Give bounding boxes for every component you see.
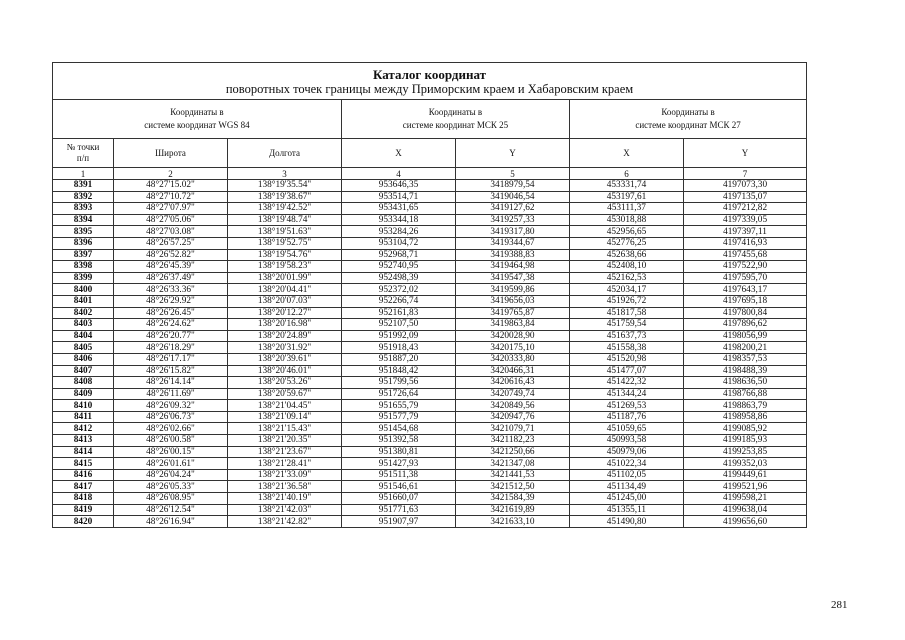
point-number-cell: 8402: [53, 307, 114, 319]
table-row: [53, 504, 807, 516]
table-row: [53, 342, 807, 354]
longitude-cell: 138°20'01.99": [228, 272, 342, 284]
latitude-cell: 48°26'45.39": [114, 261, 228, 273]
table-row: [53, 249, 807, 261]
x-msk27-cell: 450979,06: [570, 446, 684, 458]
longitude-cell: 138°21'20.35": [228, 435, 342, 447]
point-number-cell: 8420: [53, 516, 114, 528]
latitude-cell: 48°26'57.25": [114, 237, 228, 249]
table-row: [53, 353, 807, 365]
y-msk25-cell: 3421347,08: [456, 458, 570, 470]
x-msk27-cell: 451477,07: [570, 365, 684, 377]
table-row: [53, 400, 807, 412]
point-number-cell: 8398: [53, 261, 114, 273]
table-row: [53, 377, 807, 389]
y-msk25-cell: 3418979,54: [456, 180, 570, 192]
col-x-msk27: X: [570, 139, 684, 168]
y-msk27-cell: 4199449,61: [684, 469, 807, 481]
latitude-cell: 48°27'10.72": [114, 191, 228, 203]
longitude-cell: 138°21'15.43": [228, 423, 342, 435]
page-number: 281: [831, 599, 848, 611]
y-msk27-cell: 4197643,17: [684, 284, 807, 296]
latitude-cell: 48°26'17.17": [114, 353, 228, 365]
x-msk27-cell: 451355,11: [570, 504, 684, 516]
y-msk25-cell: 3419046,54: [456, 191, 570, 203]
y-msk27-cell: 4198488,39: [684, 365, 807, 377]
table-row: [53, 284, 807, 296]
x-msk27-cell: 450993,58: [570, 435, 684, 447]
x-msk27-cell: 451490,80: [570, 516, 684, 528]
longitude-cell: 138°20'12.27": [228, 307, 342, 319]
x-msk25-cell: 951726,64: [342, 388, 456, 400]
x-msk25-cell: 953431,65: [342, 203, 456, 215]
y-msk25-cell: 3421633,10: [456, 516, 570, 528]
x-msk25-cell: 953646,35: [342, 180, 456, 192]
longitude-cell: 138°20'16.98": [228, 319, 342, 331]
y-msk25-cell: 3421441,53: [456, 469, 570, 481]
y-msk25-cell: 3421584,39: [456, 493, 570, 505]
point-number-cell: 8418: [53, 493, 114, 505]
y-msk27-cell: 4197595,70: [684, 272, 807, 284]
table-row: [53, 458, 807, 470]
longitude-cell: 138°19'48.74": [228, 214, 342, 226]
latitude-cell: 48°26'12.54": [114, 504, 228, 516]
x-msk27-cell: 452956,65: [570, 226, 684, 238]
table-row: [53, 469, 807, 481]
x-msk25-cell: 952161,83: [342, 307, 456, 319]
col-point-number: [53, 139, 114, 168]
table-row: [53, 226, 807, 238]
col-index: 6: [570, 168, 684, 180]
table-row: [53, 214, 807, 226]
x-msk25-cell: 951546,61: [342, 481, 456, 493]
latitude-cell: 48°26'24.62": [114, 319, 228, 331]
y-msk25-cell: 3419257,33: [456, 214, 570, 226]
system-name: системе координат WGS 84: [144, 120, 250, 130]
point-number-cell: 8415: [53, 458, 114, 470]
coordinate-catalog: [52, 62, 806, 528]
x-msk25-cell: 953104,72: [342, 237, 456, 249]
point-number-cell: 8413: [53, 435, 114, 447]
point-number-cell: 8401: [53, 295, 114, 307]
latitude-cell: 48°26'26.45": [114, 307, 228, 319]
x-msk27-cell: 451520,98: [570, 353, 684, 365]
x-msk27-cell: 451269,53: [570, 400, 684, 412]
x-msk25-cell: 951887,20: [342, 353, 456, 365]
longitude-cell: 138°20'07.03": [228, 295, 342, 307]
y-msk27-cell: 4199598,21: [684, 493, 807, 505]
y-msk25-cell: 3420028,90: [456, 330, 570, 342]
table-row: [53, 446, 807, 458]
y-msk25-cell: 3421182,23: [456, 435, 570, 447]
system-msk25-header: [342, 100, 570, 139]
y-msk25-cell: 3421512,50: [456, 481, 570, 493]
point-number-cell: 8419: [53, 504, 114, 516]
y-msk25-cell: 3419863,84: [456, 319, 570, 331]
x-msk25-cell: 951907,97: [342, 516, 456, 528]
y-msk27-cell: 4199656,60: [684, 516, 807, 528]
longitude-cell: 138°21'40.19": [228, 493, 342, 505]
point-number-cell: 8392: [53, 191, 114, 203]
x-msk27-cell: 451022,34: [570, 458, 684, 470]
table-row: [53, 388, 807, 400]
system-label: Координаты в: [428, 107, 483, 117]
x-msk27-cell: 451102,05: [570, 469, 684, 481]
latitude-cell: 48°26'02.66": [114, 423, 228, 435]
y-msk25-cell: 3420947,76: [456, 411, 570, 423]
y-msk27-cell: 4198056,99: [684, 330, 807, 342]
col-x-msk25: X: [342, 139, 456, 168]
x-msk25-cell: 951848,42: [342, 365, 456, 377]
y-msk25-cell: 3419344,67: [456, 237, 570, 249]
table-row: [53, 516, 807, 528]
catalog-title: Каталог координат: [373, 67, 487, 82]
x-msk25-cell: 951799,56: [342, 377, 456, 389]
x-msk27-cell: 451759,54: [570, 319, 684, 331]
y-msk25-cell: 3420849,56: [456, 400, 570, 412]
y-msk27-cell: 4197339,05: [684, 214, 807, 226]
table-row: [53, 307, 807, 319]
col-y-msk27: Y: [684, 139, 807, 168]
col-index: 3: [228, 168, 342, 180]
y-msk27-cell: 4197695,18: [684, 295, 807, 307]
longitude-cell: 138°19'42.52": [228, 203, 342, 215]
x-msk25-cell: 951454,68: [342, 423, 456, 435]
point-number-cell: 8406: [53, 353, 114, 365]
y-msk27-cell: 4199085,92: [684, 423, 807, 435]
y-msk25-cell: 3420749,74: [456, 388, 570, 400]
x-msk25-cell: 951771,63: [342, 504, 456, 516]
longitude-cell: 138°20'39.61": [228, 353, 342, 365]
point-number-cell: 8396: [53, 237, 114, 249]
y-msk27-cell: 4198357,53: [684, 353, 807, 365]
y-msk25-cell: 3421619,89: [456, 504, 570, 516]
y-msk27-cell: 4197416,93: [684, 237, 807, 249]
table-row: [53, 295, 807, 307]
longitude-cell: 138°20'59.67": [228, 388, 342, 400]
x-msk25-cell: 952372,02: [342, 284, 456, 296]
y-msk27-cell: 4197522,90: [684, 261, 807, 273]
latitude-cell: 48°26'37.49": [114, 272, 228, 284]
column-header-row: [53, 139, 807, 168]
latitude-cell: 48°26'20.77": [114, 330, 228, 342]
point-number-cell: 8391: [53, 180, 114, 192]
y-msk27-cell: 4198636,50: [684, 377, 807, 389]
column-index-row: [53, 168, 807, 180]
table-row: [53, 261, 807, 273]
x-msk25-cell: 951392,58: [342, 435, 456, 447]
x-msk27-cell: 452638,66: [570, 249, 684, 261]
y-msk27-cell: 4199253,85: [684, 446, 807, 458]
x-msk27-cell: 451422,32: [570, 377, 684, 389]
y-msk27-cell: 4198863,79: [684, 400, 807, 412]
longitude-cell: 138°19'51.63": [228, 226, 342, 238]
longitude-cell: 138°19'58.23": [228, 261, 342, 273]
longitude-cell: 138°21'36.58": [228, 481, 342, 493]
y-msk25-cell: 3419765,87: [456, 307, 570, 319]
x-msk25-cell: 952740,95: [342, 261, 456, 273]
y-msk27-cell: 4197800,84: [684, 307, 807, 319]
y-msk27-cell: 4197212,82: [684, 203, 807, 215]
table-row: [53, 330, 807, 342]
longitude-cell: 138°20'24.89": [228, 330, 342, 342]
x-msk27-cell: 452776,25: [570, 237, 684, 249]
point-number-cell: 8412: [53, 423, 114, 435]
x-msk27-cell: 451817,58: [570, 307, 684, 319]
longitude-cell: 138°20'04.41": [228, 284, 342, 296]
point-number-cell: 8404: [53, 330, 114, 342]
x-msk25-cell: 952968,71: [342, 249, 456, 261]
y-msk27-cell: 4199352,03: [684, 458, 807, 470]
y-msk25-cell: 3419127,62: [456, 203, 570, 215]
x-msk27-cell: 453197,61: [570, 191, 684, 203]
point-number-cell: 8417: [53, 481, 114, 493]
col-index: 2: [114, 168, 228, 180]
y-msk27-cell: 4197073,30: [684, 180, 807, 192]
y-msk25-cell: 3419317,80: [456, 226, 570, 238]
x-msk27-cell: 451558,38: [570, 342, 684, 354]
col-longitude: Долгота: [228, 139, 342, 168]
x-msk27-cell: 452034,17: [570, 284, 684, 296]
y-msk27-cell: 4198958,86: [684, 411, 807, 423]
latitude-cell: 48°26'52.82": [114, 249, 228, 261]
latitude-cell: 48°26'08.95": [114, 493, 228, 505]
x-msk25-cell: 952266,74: [342, 295, 456, 307]
latitude-cell: 48°26'18.29": [114, 342, 228, 354]
y-msk25-cell: 3420175,10: [456, 342, 570, 354]
point-number-cell: 8407: [53, 365, 114, 377]
y-msk27-cell: 4197896,62: [684, 319, 807, 331]
point-number-cell: 8409: [53, 388, 114, 400]
longitude-cell: 138°19'35.54": [228, 180, 342, 192]
x-msk25-cell: 953344,18: [342, 214, 456, 226]
x-msk27-cell: 453111,37: [570, 203, 684, 215]
table-row: [53, 411, 807, 423]
longitude-cell: 138°21'33.09": [228, 469, 342, 481]
x-msk27-cell: 453018,88: [570, 214, 684, 226]
point-number-cell: 8394: [53, 214, 114, 226]
latitude-cell: 48°26'05.33": [114, 481, 228, 493]
col-point-sublabel: п/п: [76, 153, 90, 163]
y-msk25-cell: 3420466,31: [456, 365, 570, 377]
longitude-cell: 138°21'23.67": [228, 446, 342, 458]
latitude-cell: 48°26'00.15": [114, 446, 228, 458]
longitude-cell: 138°20'46.01": [228, 365, 342, 377]
x-msk25-cell: 951427,93: [342, 458, 456, 470]
y-msk25-cell: 3419656,03: [456, 295, 570, 307]
longitude-cell: 138°21'09.14": [228, 411, 342, 423]
x-msk25-cell: 951660,07: [342, 493, 456, 505]
point-number-cell: 8395: [53, 226, 114, 238]
x-msk25-cell: 953514,71: [342, 191, 456, 203]
latitude-cell: 48°27'05.06": [114, 214, 228, 226]
table-row: [53, 481, 807, 493]
y-msk25-cell: 3419388,83: [456, 249, 570, 261]
x-msk27-cell: 451187,76: [570, 411, 684, 423]
x-msk25-cell: 951577,79: [342, 411, 456, 423]
longitude-cell: 138°21'42.82": [228, 516, 342, 528]
table-row: [53, 272, 807, 284]
y-msk27-cell: 4198200,21: [684, 342, 807, 354]
x-msk27-cell: 451344,24: [570, 388, 684, 400]
x-msk25-cell: 951511,38: [342, 469, 456, 481]
x-msk25-cell: 952107,50: [342, 319, 456, 331]
table-row: [53, 365, 807, 377]
latitude-cell: 48°26'33.36": [114, 284, 228, 296]
x-msk25-cell: 951655,79: [342, 400, 456, 412]
x-msk27-cell: 452408,10: [570, 261, 684, 273]
y-msk27-cell: 4199521,96: [684, 481, 807, 493]
x-msk25-cell: 951380,81: [342, 446, 456, 458]
y-msk27-cell: 4197135,07: [684, 191, 807, 203]
system-label: Координаты в: [661, 107, 715, 117]
y-msk27-cell: 4199185,93: [684, 435, 807, 447]
table-row: [53, 203, 807, 215]
longitude-cell: 138°20'31.92": [228, 342, 342, 354]
y-msk27-cell: 4198766,88: [684, 388, 807, 400]
col-index: 1: [53, 168, 114, 180]
col-latitude: Широта: [114, 139, 228, 168]
col-index: 5: [456, 168, 570, 180]
point-number-cell: 8399: [53, 272, 114, 284]
x-msk25-cell: 953284,26: [342, 226, 456, 238]
latitude-cell: 48°26'15.82": [114, 365, 228, 377]
latitude-cell: 48°26'09.32": [114, 400, 228, 412]
system-msk27-header: [570, 100, 807, 139]
point-number-cell: 8410: [53, 400, 114, 412]
longitude-cell: 138°19'54.76": [228, 249, 342, 261]
point-number-cell: 8403: [53, 319, 114, 331]
point-number-cell: 8393: [53, 203, 114, 215]
y-msk25-cell: 3419464,98: [456, 261, 570, 273]
table-row: [53, 180, 807, 192]
latitude-cell: 48°27'15.02": [114, 180, 228, 192]
x-msk25-cell: 952498,39: [342, 272, 456, 284]
table-row: [53, 237, 807, 249]
latitude-cell: 48°27'07.97": [114, 203, 228, 215]
x-msk25-cell: 951992,09: [342, 330, 456, 342]
latitude-cell: 48°26'04.24": [114, 469, 228, 481]
latitude-cell: 48°26'00.58": [114, 435, 228, 447]
y-msk25-cell: 3421079,71: [456, 423, 570, 435]
longitude-cell: 138°21'42.03": [228, 504, 342, 516]
col-y-msk25: Y: [456, 139, 570, 168]
col-index: 7: [684, 168, 807, 180]
y-msk25-cell: 3420333,80: [456, 353, 570, 365]
longitude-cell: 138°21'04.45": [228, 400, 342, 412]
latitude-cell: 48°26'29.92": [114, 295, 228, 307]
system-header-row: [53, 100, 807, 139]
x-msk27-cell: 451134,49: [570, 481, 684, 493]
y-msk25-cell: 3421250,66: [456, 446, 570, 458]
x-msk27-cell: 452162,53: [570, 272, 684, 284]
coordinate-table: [52, 62, 807, 528]
title-row: [53, 63, 807, 100]
latitude-cell: 48°26'14.14": [114, 377, 228, 389]
y-msk27-cell: 4197397,11: [684, 226, 807, 238]
longitude-cell: 138°19'52.75": [228, 237, 342, 249]
point-number-cell: 8414: [53, 446, 114, 458]
system-wgs84-header: [53, 100, 342, 139]
y-msk27-cell: 4199638,04: [684, 504, 807, 516]
system-name: системе координат МСК 27: [635, 120, 741, 130]
catalog-subtitle: поворотных точек границы между Приморским краем и Хабаровским краем: [225, 82, 634, 96]
point-number-cell: 8405: [53, 342, 114, 354]
col-index: 4: [342, 168, 456, 180]
table-row: [53, 319, 807, 331]
system-label: Координаты в: [170, 107, 224, 117]
point-number-cell: 8397: [53, 249, 114, 261]
table-row: [53, 423, 807, 435]
longitude-cell: 138°20'53.26": [228, 377, 342, 389]
longitude-cell: 138°21'28.41": [228, 458, 342, 470]
x-msk27-cell: 451245,00: [570, 493, 684, 505]
point-number-cell: 8416: [53, 469, 114, 481]
y-msk25-cell: 3419547,38: [456, 272, 570, 284]
system-name: системе координат МСК 25: [402, 120, 509, 130]
x-msk27-cell: 451926,72: [570, 295, 684, 307]
y-msk25-cell: 3420616,43: [456, 377, 570, 389]
x-msk27-cell: 453331,74: [570, 180, 684, 192]
y-msk25-cell: 3419599,86: [456, 284, 570, 296]
y-msk27-cell: 4197455,68: [684, 249, 807, 261]
latitude-cell: 48°26'16.94": [114, 516, 228, 528]
table-row: [53, 435, 807, 447]
point-number-cell: 8411: [53, 411, 114, 423]
x-msk25-cell: 951918,43: [342, 342, 456, 354]
title-cell: [53, 63, 807, 100]
table-row: [53, 493, 807, 505]
point-number-cell: 8408: [53, 377, 114, 389]
table-row: [53, 191, 807, 203]
x-msk27-cell: 451059,65: [570, 423, 684, 435]
point-number-cell: 8400: [53, 284, 114, 296]
latitude-cell: 48°26'11.69": [114, 388, 228, 400]
longitude-cell: 138°19'38.67": [228, 191, 342, 203]
col-point-label: № точки: [66, 142, 100, 152]
latitude-cell: 48°26'01.61": [114, 458, 228, 470]
latitude-cell: 48°27'03.08": [114, 226, 228, 238]
latitude-cell: 48°26'06.73": [114, 411, 228, 423]
x-msk27-cell: 451637,73: [570, 330, 684, 342]
